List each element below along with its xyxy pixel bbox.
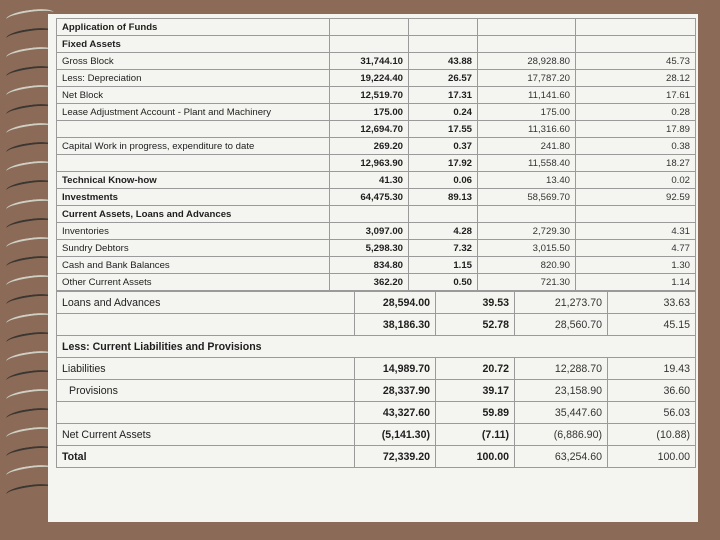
row-label: Less: Current Liabilities and Provisions — [57, 336, 696, 358]
table-row — [57, 402, 696, 424]
row-label: Total — [57, 446, 355, 468]
value-cell: 33.63 — [608, 292, 696, 314]
value-cell: 38,186.30 — [355, 314, 436, 336]
value-cell: 52.78 — [436, 314, 515, 336]
value-cell: 28,928.80 — [478, 53, 576, 70]
value-cell: (7.11) — [436, 424, 515, 446]
value-cell: 4.28 — [409, 223, 478, 240]
value-cell: 5,298.30 — [330, 240, 409, 257]
value-cell: 820.90 — [478, 257, 576, 274]
value-cell: 100.00 — [608, 446, 696, 468]
table-row — [57, 87, 696, 104]
value-cell: 0.06 — [409, 172, 478, 189]
table-row — [57, 336, 696, 358]
value-cell: 362.20 — [330, 274, 409, 291]
value-cell — [409, 206, 478, 223]
value-cell: 3,097.00 — [330, 223, 409, 240]
table-row — [57, 53, 696, 70]
value-cell — [330, 36, 409, 53]
value-cell: 19,224.40 — [330, 70, 409, 87]
value-cell: (10.88) — [608, 424, 696, 446]
value-cell: 11,316.60 — [478, 121, 576, 138]
row-label — [57, 121, 330, 138]
value-cell — [330, 19, 409, 36]
value-cell: 45.15 — [608, 314, 696, 336]
row-label: Gross Block — [57, 53, 330, 70]
value-cell: (5,141.30) — [355, 424, 436, 446]
balance-sheet — [56, 18, 696, 468]
table-row — [57, 223, 696, 240]
value-cell: 39.17 — [436, 380, 515, 402]
value-cell: 0.50 — [409, 274, 478, 291]
value-cell — [478, 206, 576, 223]
value-cell: 17.31 — [409, 87, 478, 104]
row-label: Net Current Assets — [57, 424, 355, 446]
table-row — [57, 104, 696, 121]
table-row — [57, 274, 696, 291]
value-cell: 28,337.90 — [355, 380, 436, 402]
value-cell: 36.60 — [608, 380, 696, 402]
table-row — [57, 19, 696, 36]
table-row — [57, 172, 696, 189]
value-cell: 63,254.60 — [515, 446, 608, 468]
value-cell: 28.12 — [576, 70, 696, 87]
row-label — [57, 402, 355, 424]
value-cell: 59.89 — [436, 402, 515, 424]
value-cell — [409, 36, 478, 53]
value-cell: 3,015.50 — [478, 240, 576, 257]
value-cell: 0.37 — [409, 138, 478, 155]
value-cell: 11,558.40 — [478, 155, 576, 172]
application-of-funds-table — [56, 18, 696, 291]
value-cell: 175.00 — [478, 104, 576, 121]
row-label: Provisions — [57, 380, 355, 402]
value-cell: 14,989.70 — [355, 358, 436, 380]
value-cell: 0.28 — [576, 104, 696, 121]
value-cell: 17,787.20 — [478, 70, 576, 87]
table-row — [57, 70, 696, 87]
value-cell: 72,339.20 — [355, 446, 436, 468]
value-cell: 1.14 — [576, 274, 696, 291]
current-liabilities-table — [56, 291, 696, 468]
value-cell: 721.30 — [478, 274, 576, 291]
value-cell — [576, 206, 696, 223]
value-cell: 13.40 — [478, 172, 576, 189]
value-cell: 64,475.30 — [330, 189, 409, 206]
row-label: Lease Adjustment Account - Plant and Machinery — [57, 104, 330, 121]
value-cell: 0.02 — [576, 172, 696, 189]
value-cell: 1.30 — [576, 257, 696, 274]
value-cell: 45.73 — [576, 53, 696, 70]
value-cell: 26.57 — [409, 70, 478, 87]
table-row — [57, 446, 696, 468]
document-page — [48, 14, 698, 522]
row-label — [57, 155, 330, 172]
row-label: Cash and Bank Balances — [57, 257, 330, 274]
row-label: Liabilities — [57, 358, 355, 380]
row-label: Other Current Assets — [57, 274, 330, 291]
value-cell: 31,744.10 — [330, 53, 409, 70]
value-cell: 4.31 — [576, 223, 696, 240]
value-cell: 100.00 — [436, 446, 515, 468]
table-row — [57, 240, 696, 257]
value-cell: 12,288.70 — [515, 358, 608, 380]
value-cell: 834.80 — [330, 257, 409, 274]
table-row — [57, 358, 696, 380]
table-row — [57, 424, 696, 446]
row-label: Capital Work in progress, expenditure to date — [57, 138, 330, 155]
value-cell — [576, 36, 696, 53]
table-row — [57, 189, 696, 206]
value-cell: 17.89 — [576, 121, 696, 138]
value-cell: 23,158.90 — [515, 380, 608, 402]
value-cell: 39.53 — [436, 292, 515, 314]
value-cell: 2,729.30 — [478, 223, 576, 240]
value-cell: 41.30 — [330, 172, 409, 189]
table-row — [57, 36, 696, 53]
value-cell: 241.80 — [478, 138, 576, 155]
value-cell: 35,447.60 — [515, 402, 608, 424]
value-cell: (6,886.90) — [515, 424, 608, 446]
value-cell — [330, 206, 409, 223]
value-cell: 20.72 — [436, 358, 515, 380]
row-label: Investments — [57, 189, 330, 206]
row-label: Technical Know-how — [57, 172, 330, 189]
value-cell: 17.61 — [576, 87, 696, 104]
value-cell: 89.13 — [409, 189, 478, 206]
value-cell: 92.59 — [576, 189, 696, 206]
value-cell — [576, 19, 696, 36]
value-cell: 28,594.00 — [355, 292, 436, 314]
row-label: Net Block — [57, 87, 330, 104]
value-cell: 18.27 — [576, 155, 696, 172]
value-cell — [478, 36, 576, 53]
table-row — [57, 292, 696, 314]
table-row — [57, 155, 696, 172]
table-row — [57, 138, 696, 155]
value-cell: 269.20 — [330, 138, 409, 155]
row-label: Inventories — [57, 223, 330, 240]
value-cell: 0.38 — [576, 138, 696, 155]
value-cell: 175.00 — [330, 104, 409, 121]
row-label — [57, 314, 355, 336]
value-cell: 4.77 — [576, 240, 696, 257]
value-cell: 17.92 — [409, 155, 478, 172]
row-label: Loans and Advances — [57, 292, 355, 314]
value-cell — [409, 19, 478, 36]
table-row — [57, 380, 696, 402]
value-cell: 43,327.60 — [355, 402, 436, 424]
value-cell: 43.88 — [409, 53, 478, 70]
row-label: Application of Funds — [57, 19, 330, 36]
value-cell: 56.03 — [608, 402, 696, 424]
value-cell: 58,569.70 — [478, 189, 576, 206]
value-cell: 11,141.60 — [478, 87, 576, 104]
value-cell: 12,519.70 — [330, 87, 409, 104]
value-cell — [478, 19, 576, 36]
value-cell: 0.24 — [409, 104, 478, 121]
row-label: Less: Depreciation — [57, 70, 330, 87]
value-cell: 17.55 — [409, 121, 478, 138]
value-cell: 7.32 — [409, 240, 478, 257]
table-row — [57, 257, 696, 274]
row-label: Sundry Debtors — [57, 240, 330, 257]
value-cell: 28,560.70 — [515, 314, 608, 336]
table-row — [57, 314, 696, 336]
value-cell: 19.43 — [608, 358, 696, 380]
value-cell: 12,694.70 — [330, 121, 409, 138]
value-cell: 12,963.90 — [330, 155, 409, 172]
row-label: Current Assets, Loans and Advances — [57, 206, 330, 223]
table-row — [57, 206, 696, 223]
value-cell: 1.15 — [409, 257, 478, 274]
table-row — [57, 121, 696, 138]
row-label: Fixed Assets — [57, 36, 330, 53]
value-cell: 21,273.70 — [515, 292, 608, 314]
